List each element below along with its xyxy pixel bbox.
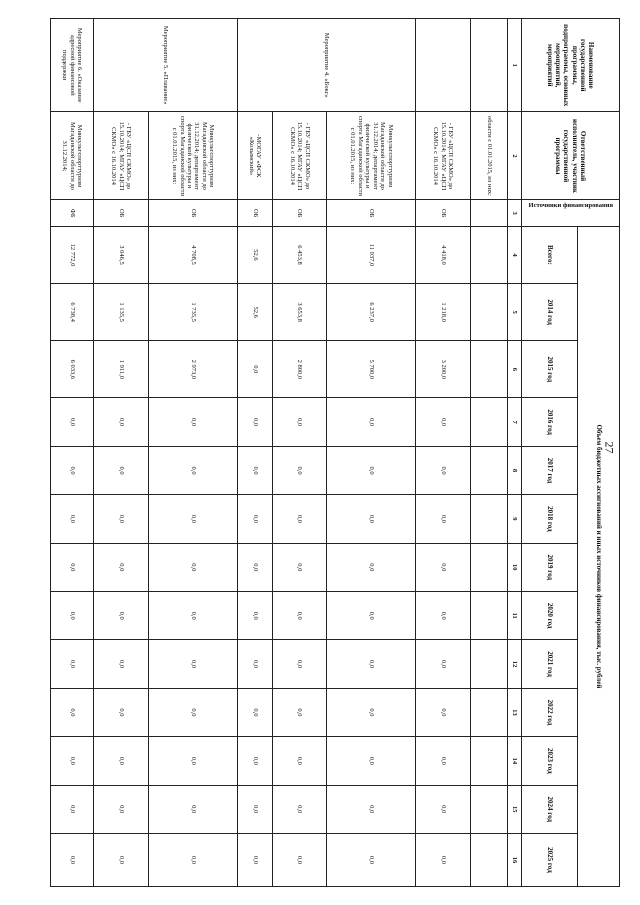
header-year: 2022 год — [522, 688, 578, 736]
total-cell: 4 418,0 — [416, 226, 470, 283]
value-cell: 0,0 — [238, 446, 273, 494]
header-total: Всего: — [522, 226, 578, 283]
value-cell: 0,0 — [238, 833, 273, 886]
page-number: 27 — [602, 441, 617, 454]
value-cell: 0,0 — [416, 688, 470, 736]
value-cell: 0,0 — [416, 785, 470, 833]
value-cell: 6 738,4 — [51, 284, 94, 341]
header-name: Наименование государственной программы, подпрограммы, основных мероприятий, мероприятий — [522, 19, 620, 112]
source-cell: ОБ — [416, 200, 470, 226]
value-cell: 0,0 — [51, 398, 94, 446]
value-cell: 1 911,0 — [94, 341, 148, 398]
value-cell: 0,0 — [272, 398, 326, 446]
value-cell: 0,0 — [238, 785, 273, 833]
source-cell — [470, 200, 507, 226]
value-cell: 0,0 — [327, 785, 416, 833]
value-cell: 0,0 — [51, 688, 94, 736]
value-cell: 0,0 — [148, 543, 237, 591]
col-number: 10 — [508, 543, 522, 591]
value-cell: 0,0 — [327, 543, 416, 591]
value-cell: 0,0 — [238, 591, 273, 639]
value-cell: 0,0 — [327, 591, 416, 639]
value-cell: 0,0 — [327, 398, 416, 446]
value-cell: 5 700,0 — [327, 341, 416, 398]
header-year: 2017 год — [522, 446, 578, 494]
total-cell: 52,6 — [238, 226, 273, 283]
value-cell: 1 735,5 — [148, 284, 237, 341]
value-cell: 0,0 — [238, 398, 273, 446]
measure-4-cell: Мероприятие 4. «Бокс» — [238, 19, 416, 112]
value-cell — [470, 833, 507, 886]
col-number: 2 — [508, 112, 522, 200]
header-row-1 — [578, 19, 620, 887]
value-cell: 0,0 — [416, 398, 470, 446]
col-number: 15 — [508, 785, 522, 833]
value-cell: 0,0 — [327, 495, 416, 543]
value-cell: 0,0 — [272, 785, 326, 833]
header-year: 2025 год — [522, 833, 578, 886]
value-cell: 0,0 — [94, 833, 148, 886]
value-cell: 6 033,6 — [51, 341, 94, 398]
header-year: 2018 год — [522, 495, 578, 543]
table-row — [94, 19, 148, 887]
value-cell: 0,0 — [51, 640, 94, 688]
value-cell: 0,0 — [94, 785, 148, 833]
col-number: 4 — [508, 226, 522, 283]
value-cell: 0,0 — [272, 591, 326, 639]
value-cell: 0,0 — [238, 543, 273, 591]
value-cell: 0,0 — [272, 737, 326, 785]
value-cell: 2 973,0 — [148, 341, 237, 398]
value-cell: 0,0 — [416, 446, 470, 494]
measure-cell-empty — [416, 19, 470, 112]
value-cell: 0,0 — [148, 737, 237, 785]
value-cell: 0,0 — [327, 688, 416, 736]
header-year: 2019 год — [522, 543, 578, 591]
header-year: 2016 год — [522, 398, 578, 446]
col-number: 16 — [508, 833, 522, 886]
value-cell: 0,0 — [272, 495, 326, 543]
header-year: 2015 год — [522, 341, 578, 398]
table-row — [238, 19, 273, 887]
value-cell: 0,0 — [148, 446, 237, 494]
value-cell: 0,0 — [94, 398, 148, 446]
measure-5-cell: Мероприятие 5. «Плавание» — [94, 19, 238, 112]
value-cell: 0,0 — [272, 446, 326, 494]
header-source-label: Источники финансирования — [528, 202, 613, 210]
value-cell: 0,0 — [148, 833, 237, 886]
value-cell: 1 218,0 — [416, 284, 470, 341]
value-cell — [470, 785, 507, 833]
header-year: 2020 год — [522, 591, 578, 639]
value-cell: 0,0 — [148, 398, 237, 446]
value-cell: 0,0 — [94, 591, 148, 639]
table-row — [470, 19, 507, 887]
header-year: 2014 год — [522, 284, 578, 341]
executor-cell: области с 01.01.2015, из них: — [470, 112, 507, 200]
value-cell: 52,6 — [238, 284, 273, 341]
value-cell: 0,0 — [94, 737, 148, 785]
executor-cell: - ГБУ «ЦСП СКМО» до 15.10.2014; МГАУ «ЦСП СКМО» с 16.10.2014 — [94, 112, 148, 200]
value-cell: 0,0 — [327, 446, 416, 494]
value-cell: 0,0 — [416, 737, 470, 785]
value-cell: 0,0 — [238, 640, 273, 688]
col-number: 3 — [508, 200, 522, 226]
source-cell: ФБ — [51, 200, 94, 226]
table-row — [272, 19, 326, 887]
value-cell: 0,0 — [148, 591, 237, 639]
financing-table — [50, 18, 620, 887]
col-number: 6 — [508, 341, 522, 398]
total-cell: 3 046,5 — [94, 226, 148, 283]
table-row — [327, 19, 416, 887]
value-cell: 0,0 — [238, 688, 273, 736]
measure-6-cell: Мероприятие 6. «Оказание адресной финансовой поддержки — [51, 19, 94, 112]
value-cell: 0,0 — [416, 640, 470, 688]
value-cell — [470, 688, 507, 736]
value-cell: 0,0 — [327, 833, 416, 886]
value-cell: 0,0 — [51, 737, 94, 785]
col-number: 13 — [508, 688, 522, 736]
source-cell: ОБ — [238, 200, 273, 226]
value-cell: 0,0 — [94, 688, 148, 736]
executor-cell: - ГБУ «ЦСП СКМО» до 15.10.2014; МГАУ «ЦСП СКМО» с 16.10.2014 — [416, 112, 470, 200]
header-year: 2024 год — [522, 785, 578, 833]
header-executor: Ответственный исполнитель, участник государственной программы — [522, 112, 620, 200]
col-number: 5 — [508, 284, 522, 341]
value-cell — [470, 398, 507, 446]
value-cell: 0,0 — [51, 591, 94, 639]
executor-cell: Минкультспорттуризм Магаданской области до 31.12.2014; департамент физической культуры и спорта Магаданской области с 01.01.2015, из них: — [327, 112, 416, 200]
source-cell: ОБ — [148, 200, 237, 226]
header-year: 2023 год — [522, 737, 578, 785]
value-cell: 0,0 — [238, 737, 273, 785]
value-cell: 0,0 — [416, 543, 470, 591]
value-cell — [470, 543, 507, 591]
executor-cell: Минкультспорттуризм Магаданской области до 31.12.2014; департамент физической культуры и спорта Магаданской области с 01.01.2015, из них: — [148, 112, 237, 200]
value-cell: 0,0 — [327, 640, 416, 688]
value-cell: 0,0 — [327, 737, 416, 785]
header-source — [522, 200, 620, 226]
value-cell: 0,0 — [148, 640, 237, 688]
value-cell: 0,0 — [51, 543, 94, 591]
total-cell: 4 708,5 — [148, 226, 237, 283]
value-cell — [470, 737, 507, 785]
value-cell: 0,0 — [94, 640, 148, 688]
col-number: 1 — [508, 19, 522, 112]
value-cell: 3 653,8 — [272, 284, 326, 341]
value-cell: 0,0 — [51, 446, 94, 494]
column-number-row — [508, 19, 522, 887]
value-cell: 0,0 — [94, 495, 148, 543]
value-cell: 0,0 — [416, 495, 470, 543]
value-cell: 0,0 — [238, 495, 273, 543]
value-cell: 0,0 — [148, 688, 237, 736]
total-cell: 12 772,0 — [51, 226, 94, 283]
value-cell: 1 135,5 — [94, 284, 148, 341]
executor-cell: Минкультспорттуризм Магаданской области до 31.12.2014; — [51, 112, 94, 200]
source-cell: ОБ — [327, 200, 416, 226]
value-cell: 3 200,0 — [416, 341, 470, 398]
col-number: 14 — [508, 737, 522, 785]
value-cell: 0,0 — [51, 785, 94, 833]
col-number: 9 — [508, 495, 522, 543]
table-row — [51, 19, 94, 887]
value-cell: 6 237,0 — [327, 284, 416, 341]
total-cell: 11 937,0 — [327, 226, 416, 283]
value-cell — [470, 446, 507, 494]
value-cell — [470, 640, 507, 688]
value-cell: 0,0 — [272, 688, 326, 736]
value-cell: 0,0 — [416, 833, 470, 886]
col-number: 11 — [508, 591, 522, 639]
value-cell — [470, 341, 507, 398]
value-cell: 0,0 — [272, 640, 326, 688]
header-year: 2021 год — [522, 640, 578, 688]
value-cell: 0,0 — [94, 543, 148, 591]
source-cell: ОБ — [94, 200, 148, 226]
col-number: 8 — [508, 446, 522, 494]
total-cell: 6 453,8 — [272, 226, 326, 283]
header-volume: Объем бюджетных ассигнований и иных источников финансирования, тыс. рублей — [578, 226, 620, 886]
rotated-table-container — [50, 18, 620, 887]
value-cell: 0,0 — [272, 543, 326, 591]
value-cell: 2 800,0 — [272, 341, 326, 398]
value-cell: 0,0 — [51, 833, 94, 886]
measure-cell-empty — [470, 19, 507, 112]
executor-cell: - ГБУ «ЦСП СКМО» до 15.10.2014; МГАУ «ЦСП СКМО» с 16.10.2014 — [272, 112, 326, 200]
value-cell — [470, 495, 507, 543]
value-cell: 0,0 — [416, 591, 470, 639]
value-cell — [470, 284, 507, 341]
executor-cell: -МОГАУ «ФСК «Колымский» — [238, 112, 273, 200]
table-row — [148, 19, 237, 887]
col-number: 12 — [508, 640, 522, 688]
value-cell: 0,0 — [51, 495, 94, 543]
value-cell: 0,0 — [94, 446, 148, 494]
source-cell: ОБ — [272, 200, 326, 226]
table-row — [416, 19, 470, 887]
value-cell: 0,0 — [238, 341, 273, 398]
col-number: 7 — [508, 398, 522, 446]
value-cell — [470, 591, 507, 639]
total-cell — [470, 226, 507, 283]
value-cell: 0,0 — [148, 495, 237, 543]
value-cell: 0,0 — [272, 833, 326, 886]
value-cell: 0,0 — [148, 785, 237, 833]
